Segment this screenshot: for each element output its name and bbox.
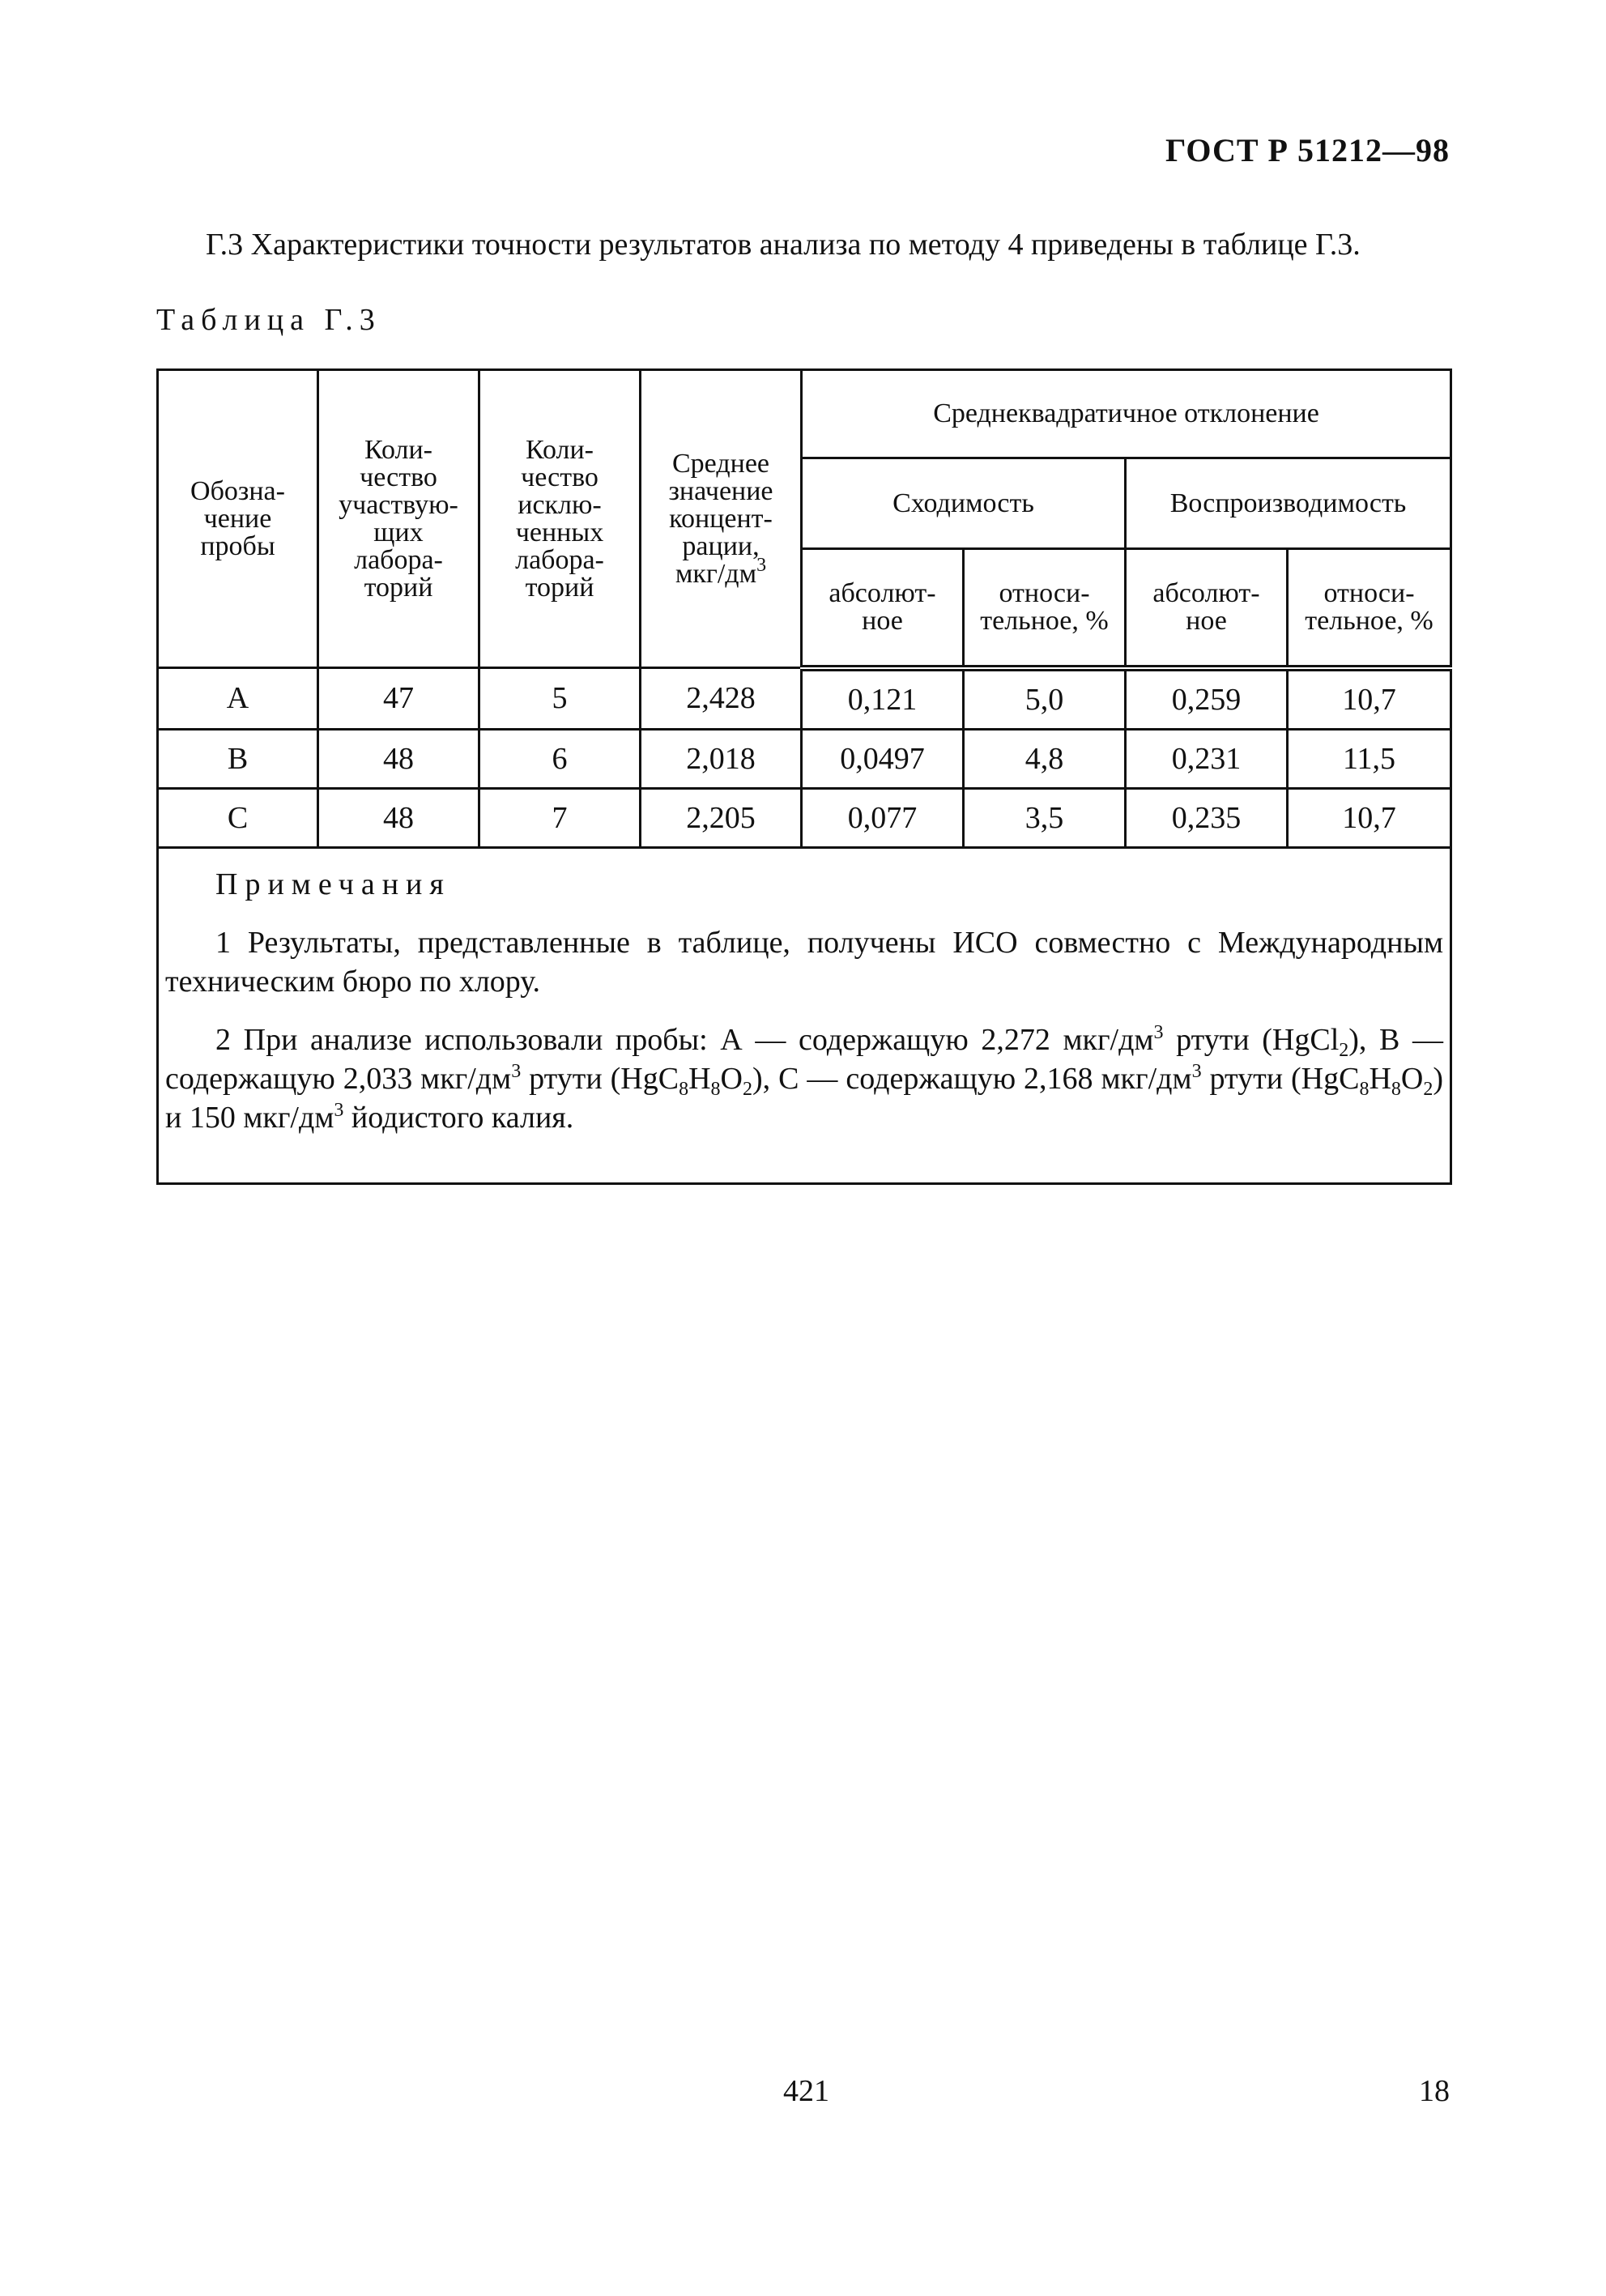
accuracy-table [156,368,1452,1185]
header-participating-labs: Коли- чество участвую- щих лабора- торий [318,370,479,668]
cell-reproducibility-relative: 11,5 [1288,729,1451,788]
cell-designation: C [158,788,318,847]
header-repeatability: Сходимость [802,458,1126,549]
cell-reproducibility-relative: 10,7 [1288,668,1451,730]
note-1: 1 Результаты, представленные в таблице, получены ИСО совместно с Международным техническим бюро по хлору. [165,925,1444,999]
header-repeatability-absolute: абсолют- ное [802,549,964,668]
cell-excluded: 7 [479,788,641,847]
cell-designation: A [158,668,318,730]
cell-reproducibility-absolute: 0,235 [1126,788,1288,847]
header-designation: Обозна- чение пробы [158,370,318,668]
header-mean-sup: 3 [756,554,767,576]
cell-mean: 2,205 [641,788,802,847]
note-2: 2 При анализе использовали пробы: А — содержащую 2,272 мкг/$дм^3$ ртути (HgCl$_2$), В — содержащую 2,033 мкг/$дм^3$ ртути $(HgC_8H_8O_2)$, С — содержащую 2,168 мкг/$дм^3$ ртути $(HgC_8H_8O_2)$ и 150 мкг/$дм^3$ йодистого калия. [165,1021,1444,1135]
cell-mean: 2,428 [641,668,802,730]
cell-participating: 48 [318,788,479,847]
header-std-deviation: Среднеквадратичное отклонение [802,370,1451,458]
header-reproducibility-absolute: абсолют- ное [1126,549,1288,668]
sheet-number: 18 [1419,2074,1450,2108]
header-reproducibility-relative: относи- тельное, % [1288,549,1451,668]
table-row [158,788,1451,847]
cell-reproducibility-relative: 10,7 [1288,788,1451,847]
cell-repeatability-absolute: 0,0497 [802,729,964,788]
notes-row [158,847,1451,1183]
header-mean-text: Среднее значение концент- рации, мкг/дм [668,448,773,589]
table-row [158,668,1451,730]
cell-excluded: 5 [479,668,641,730]
cell-repeatability-relative: 5,0 [964,668,1126,730]
cell-participating: 48 [318,729,479,788]
header-excluded-labs: Коли- чество исклю- ченных лабора- торий [479,370,641,668]
cell-excluded: 6 [479,729,641,788]
cell-repeatability-relative: 3,5 [964,788,1126,847]
cell-mean: 2,018 [641,729,802,788]
notes-title: Примечания [215,867,451,901]
cell-participating: 47 [318,668,479,730]
page-number: 421 [783,2074,829,2108]
notes-cell [158,847,1451,1183]
cell-repeatability-relative: 4,8 [964,729,1126,788]
cell-reproducibility-absolute: 0,259 [1126,668,1288,730]
header-reproducibility: Воспроизводимость [1126,458,1451,549]
cell-designation: B [158,729,318,788]
table-caption: Таблица Г.3 [156,303,381,337]
header-repeatability-relative: относи- тельное, % [964,549,1126,668]
cell-reproducibility-absolute: 0,231 [1126,729,1288,788]
header-mean-concentration [641,370,802,668]
document-code: ГОСТ Р 51212—98 [1165,132,1450,168]
cell-repeatability-absolute: 0,077 [802,788,964,847]
cell-repeatability-absolute: 0,121 [802,668,964,730]
table-row [158,729,1451,788]
intro-paragraph: Г.3 Характеристики точности результатов анализа по методу 4 приведены в таблице Г.3. [206,228,1361,262]
